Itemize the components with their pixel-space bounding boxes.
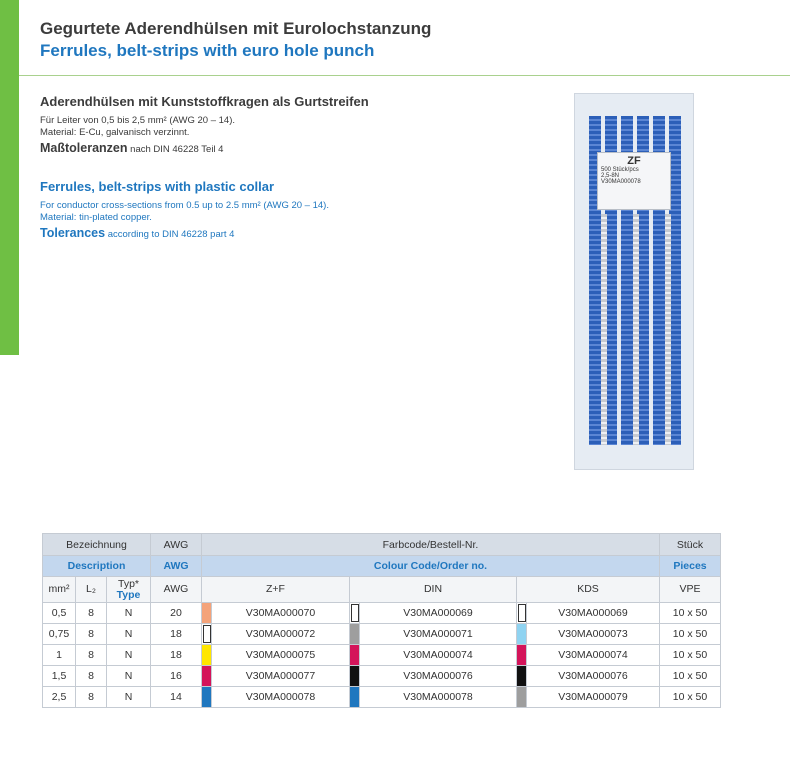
color-swatch-din xyxy=(350,666,360,687)
ferrule-tips xyxy=(665,214,671,445)
cell-order-din: V30MA000069 xyxy=(360,603,517,624)
cell-order-zf: V30MA000075 xyxy=(212,645,350,666)
cell-type: N xyxy=(107,603,151,624)
package-size: 2,5-8N xyxy=(601,173,620,179)
color-swatch-zf xyxy=(202,603,212,624)
table-row xyxy=(43,687,721,708)
cell-type: N xyxy=(107,624,151,645)
cell-type: N xyxy=(107,666,151,687)
cell-order-din: V30MA000076 xyxy=(360,666,517,687)
color-swatch-kds xyxy=(517,687,527,708)
table-header-row-en xyxy=(43,556,721,577)
cell-l2: 8 xyxy=(76,624,107,645)
color-swatch-kds xyxy=(517,603,527,624)
cell-order-kds: V30MA000074 xyxy=(527,645,660,666)
cell-l2: 8 xyxy=(76,645,107,666)
conductor-range-de: Für Leiter von 0,5 bis 2,5 mm² (AWG 20 – 14). xyxy=(40,115,235,126)
cell-mm2: 0,5 xyxy=(43,603,76,624)
cell-type: N xyxy=(107,645,151,666)
col-bezeichnung: Bezeichnung xyxy=(43,534,151,556)
order-table xyxy=(42,533,721,708)
cell-l2: 8 xyxy=(76,603,107,624)
page-title-en: Ferrules, belt-strips with euro hole punch xyxy=(40,41,375,60)
cell-awg: 20 xyxy=(151,603,202,624)
cell-order-din: V30MA000078 xyxy=(360,687,517,708)
page-header xyxy=(40,18,431,62)
brand-logo: ZF xyxy=(627,155,641,167)
cell-order-zf: V30MA000078 xyxy=(212,687,350,708)
col-awg-en: AWG xyxy=(151,556,202,577)
cell-mm2: 0,75 xyxy=(43,624,76,645)
cell-vpe: 10 x 50 xyxy=(660,624,721,645)
cell-order-zf: V30MA000070 xyxy=(212,603,350,624)
col-l2: L₂ xyxy=(76,577,107,603)
material-de: Material: E-Cu, galvanisch verzinnt. xyxy=(40,127,190,138)
header-divider xyxy=(19,75,790,76)
cell-order-kds: V30MA000069 xyxy=(527,603,660,624)
col-farbcode: Farbcode/Bestell-Nr. xyxy=(202,534,660,556)
color-swatch-zf xyxy=(202,666,212,687)
cell-vpe: 10 x 50 xyxy=(660,687,721,708)
color-swatch-zf xyxy=(202,687,212,708)
cell-type: N xyxy=(107,687,151,708)
cell-mm2: 1 xyxy=(43,645,76,666)
package-qty: 500 Stück/pcs xyxy=(601,167,639,173)
ferrule-tips xyxy=(601,214,607,445)
col-description: Description xyxy=(43,556,151,577)
conductor-range-en: For conductor cross-sections from 0.5 up to 2.5 mm² (AWG 20 – 14). xyxy=(40,200,329,211)
table-header-row-de xyxy=(43,534,721,556)
package-label xyxy=(597,152,671,210)
col-mm2: mm² xyxy=(43,577,76,603)
color-swatch-din xyxy=(350,624,360,645)
cell-vpe: 10 x 50 xyxy=(660,645,721,666)
col-kds: KDS xyxy=(517,577,660,603)
heading-en: Ferrules, belt-strips with plastic collar xyxy=(40,179,275,194)
col-vpe: VPE xyxy=(660,577,721,603)
cell-order-zf: V30MA000072 xyxy=(212,624,350,645)
table-row xyxy=(43,624,721,645)
product-photo xyxy=(574,93,694,470)
col-colour-code: Colour Code/Order no. xyxy=(202,556,660,577)
ferrule-tips xyxy=(633,214,639,445)
color-swatch-kds xyxy=(517,666,527,687)
col-awg: AWG xyxy=(151,577,202,603)
tolerances-en: Tolerances according to DIN 46228 part 4 xyxy=(40,226,235,240)
color-swatch-kds xyxy=(517,624,527,645)
col-zf: Z+F xyxy=(202,577,350,603)
col-awg-de: AWG xyxy=(151,534,202,556)
color-swatch-din xyxy=(350,687,360,708)
col-din: DIN xyxy=(350,577,517,603)
color-swatch-zf xyxy=(202,645,212,666)
tolerances-de: Maßtoleranzen nach DIN 46228 Teil 4 xyxy=(40,141,224,155)
accent-bar xyxy=(0,0,19,355)
cell-vpe: 10 x 50 xyxy=(660,666,721,687)
color-swatch-zf xyxy=(202,624,212,645)
table-row xyxy=(43,603,721,624)
table-row xyxy=(43,645,721,666)
cell-awg: 16 xyxy=(151,666,202,687)
cell-awg: 14 xyxy=(151,687,202,708)
cell-l2: 8 xyxy=(76,687,107,708)
color-swatch-din xyxy=(350,645,360,666)
material-en: Material: tin-plated copper. xyxy=(40,212,152,223)
page-title-de: Gegurtete Aderendhülsen mit Eurolochstanzung xyxy=(40,19,432,38)
cell-order-din: V30MA000074 xyxy=(360,645,517,666)
table-body xyxy=(43,603,721,708)
cell-l2: 8 xyxy=(76,666,107,687)
heading-de: Aderendhülsen mit Kunststoffkragen als Gurtstreifen xyxy=(40,94,369,109)
cell-order-din: V30MA000071 xyxy=(360,624,517,645)
cell-awg: 18 xyxy=(151,624,202,645)
table-subheader-row xyxy=(43,577,721,603)
product-description xyxy=(40,94,480,240)
col-stueck: Stück xyxy=(660,534,721,556)
cell-mm2: 2,5 xyxy=(43,687,76,708)
table-row xyxy=(43,666,721,687)
cell-order-zf: V30MA000077 xyxy=(212,666,350,687)
cell-order-kds: V30MA000073 xyxy=(527,624,660,645)
cell-order-kds: V30MA000076 xyxy=(527,666,660,687)
cell-vpe: 10 x 50 xyxy=(660,603,721,624)
cell-order-kds: V30MA000079 xyxy=(527,687,660,708)
col-pieces: Pieces xyxy=(660,556,721,577)
col-type: Typ* Type xyxy=(107,577,151,603)
cell-awg: 18 xyxy=(151,645,202,666)
cell-mm2: 1,5 xyxy=(43,666,76,687)
package-code: V30MA000078 xyxy=(601,179,641,185)
color-swatch-din xyxy=(350,603,360,624)
color-swatch-kds xyxy=(517,645,527,666)
